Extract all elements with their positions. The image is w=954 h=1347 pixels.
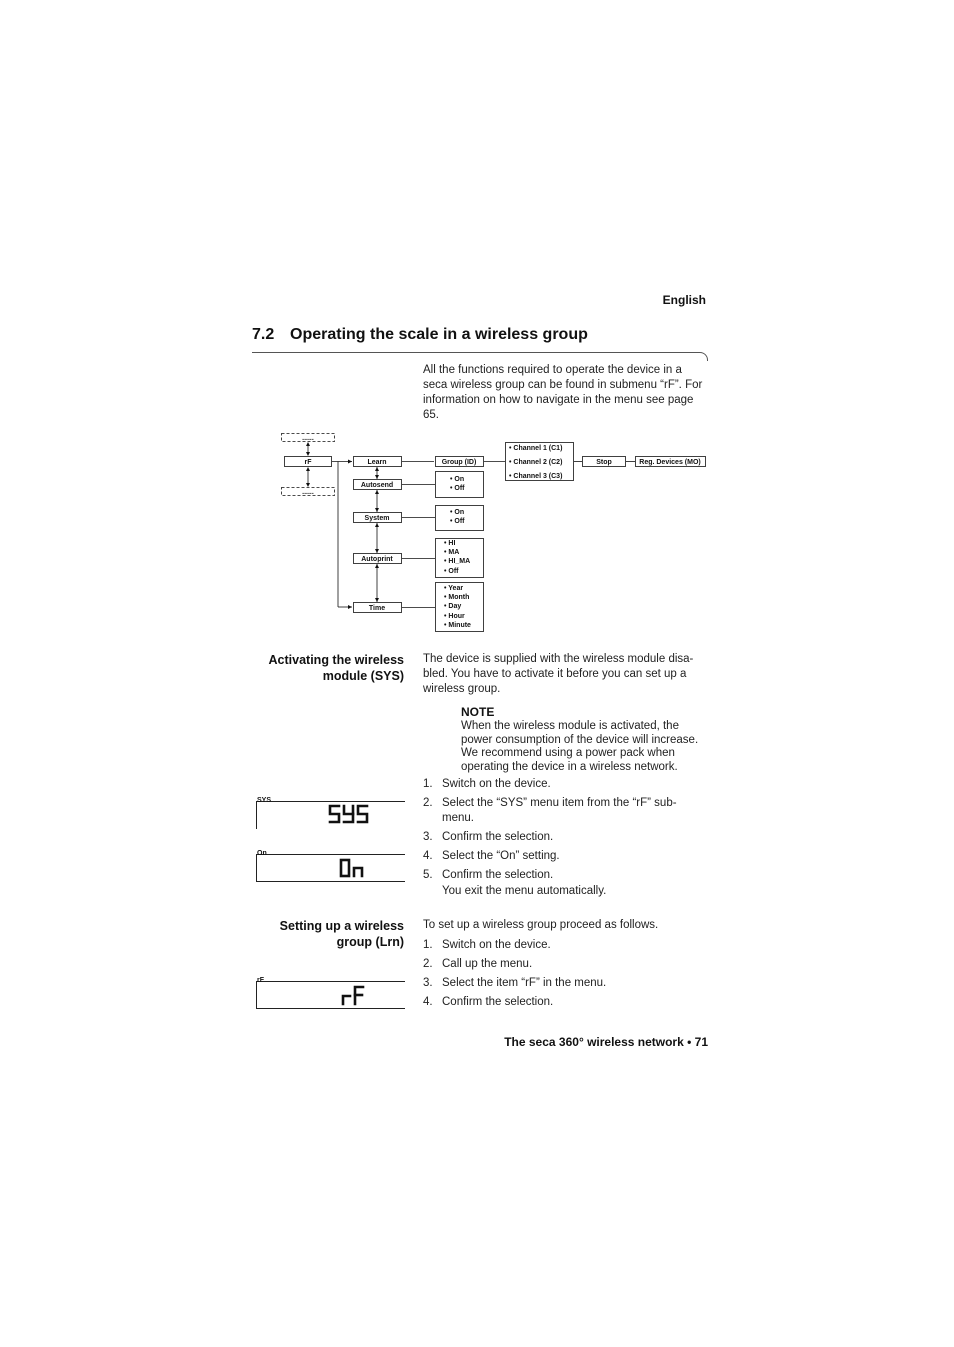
time-option: • Minute bbox=[444, 622, 471, 629]
setup-heading bbox=[232, 918, 404, 950]
note-text: When the wireless module is activated, the power consumption of the device will increase. We recommend using a power pack when operating the device in a wireless network. bbox=[461, 720, 699, 773]
reg-devices-box: Reg. Devices (MO) bbox=[639, 459, 701, 466]
heading-rule bbox=[252, 352, 700, 353]
stop-box: Stop bbox=[596, 459, 612, 466]
menu-item-time: Time bbox=[368, 605, 386, 612]
note-title: NOTE bbox=[461, 705, 495, 719]
lcd-text-sys: SYS bbox=[257, 797, 272, 804]
lcd-text-rf: rF bbox=[257, 977, 264, 984]
language-label: English bbox=[662, 293, 706, 307]
activating-heading-line1: Activating the wireless bbox=[268, 653, 404, 667]
activating-heading-line2: module (SYS) bbox=[322, 669, 404, 683]
group-id-box: Group (ID) bbox=[441, 459, 477, 466]
menu-item-autoprint: Autoprint bbox=[361, 556, 393, 563]
menu-item-autosend: Autosend bbox=[360, 482, 394, 489]
menu-item-system: System bbox=[364, 515, 390, 522]
channel-3: • Channel 3 (C3) bbox=[509, 473, 563, 480]
section-number: 7.2 bbox=[252, 326, 275, 343]
heading-rule-corner bbox=[699, 352, 708, 361]
setup-heading-line2: group (Lrn) bbox=[336, 935, 404, 949]
menu-item-learn: Learn bbox=[367, 459, 387, 466]
menu-root: rF bbox=[304, 459, 312, 466]
lcd-display-sys bbox=[256, 797, 405, 829]
section-title: Operating the scale in a wireless group bbox=[290, 326, 588, 343]
autoprint-option: • HI_MA bbox=[444, 558, 471, 565]
lcd-display-on bbox=[256, 850, 405, 882]
autoprint-option: • Off bbox=[444, 568, 459, 575]
intro-paragraph: All the functions required to operate the device in a seca wireless group can be found in submenu “rF”. For information on how to navigate in the menu see page 65. bbox=[423, 364, 703, 421]
setup-intro: To set up a wireless group proceed as follows. bbox=[423, 919, 659, 931]
time-option: • Month bbox=[444, 594, 470, 601]
channel-2: • Channel 2 (C2) bbox=[509, 459, 563, 466]
ellipsis-bottom: ...... bbox=[302, 489, 314, 496]
section-heading bbox=[252, 326, 588, 344]
page-footer: The seca 360° wireless network • 71 bbox=[504, 1035, 708, 1049]
autoprint-option: • HI bbox=[444, 540, 456, 547]
menu-tree-diagram bbox=[270, 430, 710, 635]
system-option: • On bbox=[450, 509, 465, 516]
ellipsis-top: ...... bbox=[302, 435, 314, 442]
time-option: • Year bbox=[444, 585, 464, 592]
channel-1: • Channel 1 (C1) bbox=[509, 445, 563, 452]
autoprint-option: • MA bbox=[444, 549, 460, 556]
time-option: • Day bbox=[444, 603, 462, 610]
autosend-option: • Off bbox=[450, 485, 465, 492]
system-option: • Off bbox=[450, 518, 465, 525]
lcd-display-rf bbox=[256, 977, 405, 1009]
time-option: • Hour bbox=[444, 613, 465, 620]
activating-text: The device is supplied with the wireless module disa-bled. You have to activate it before you can set up a wireless group. bbox=[423, 653, 694, 695]
setup-heading-line1: Setting up a wireless bbox=[279, 919, 404, 933]
autosend-option: • On bbox=[450, 476, 465, 483]
lcd-text-on: On bbox=[257, 850, 267, 857]
activating-heading bbox=[232, 652, 404, 684]
